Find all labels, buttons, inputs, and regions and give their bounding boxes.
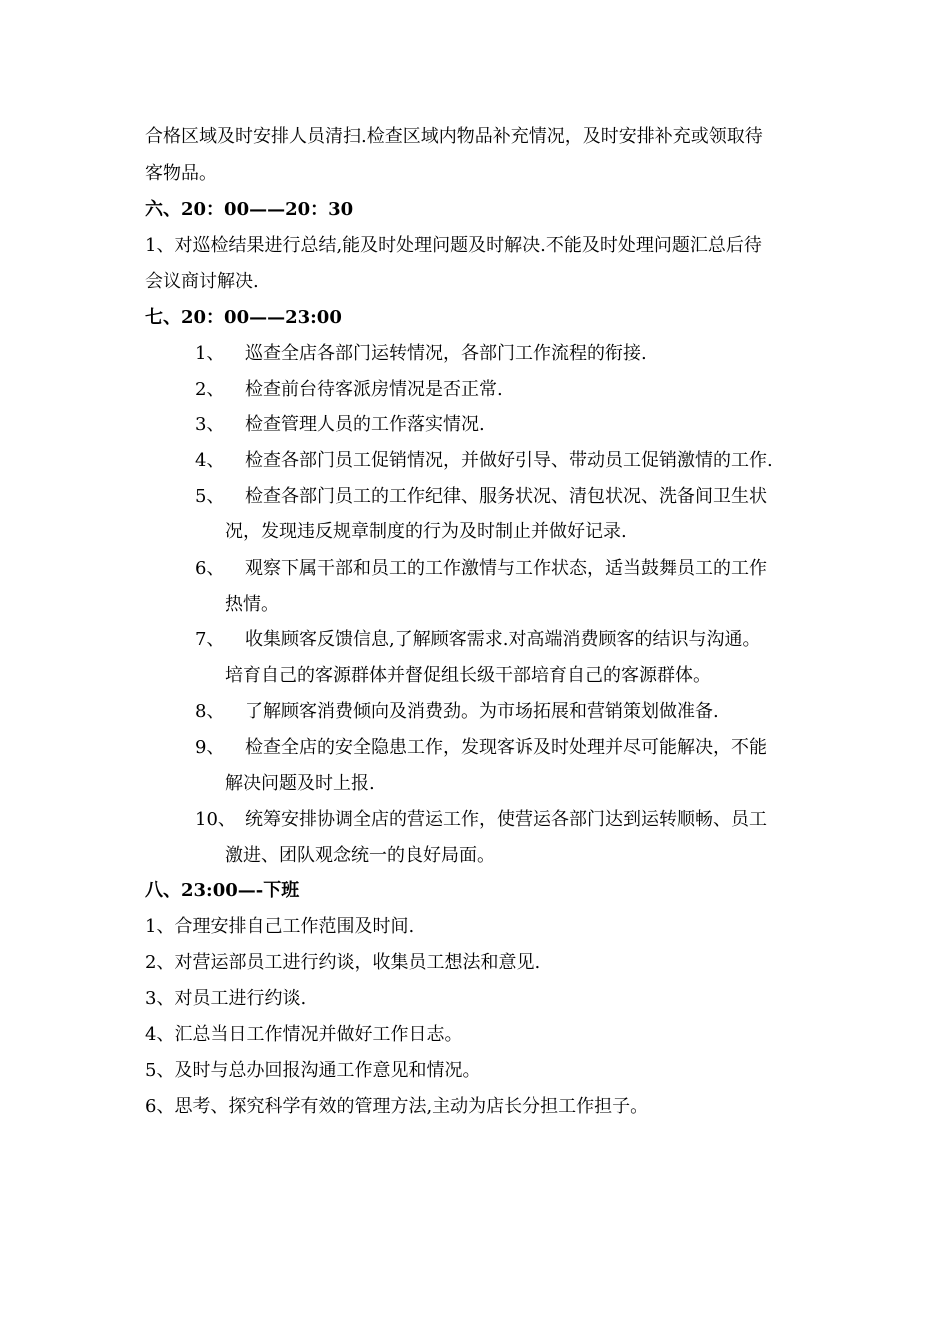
section-7-item-number: 10、 bbox=[195, 809, 236, 830]
section-7-item-continuation: 热情。 bbox=[225, 594, 279, 615]
section-7-item-text: 观察下属干部和员工的工作激情与工作状态，适当鼓舞员工的工作 bbox=[245, 558, 767, 579]
section-8-item: 1、合理安排自己工作范围及时间. bbox=[145, 916, 415, 937]
intro-line-2: 客物品。 bbox=[145, 163, 217, 184]
section-7-item-number: 9、 bbox=[195, 737, 225, 758]
section-7-item-number: 7、 bbox=[195, 629, 225, 650]
section-7-item-continuation: 解决问题及时上报. bbox=[225, 773, 375, 794]
section-6-heading: 六、20：00——20：30 bbox=[145, 199, 354, 220]
section-8-item: 5、及时与总办回报沟通工作意见和情况。 bbox=[145, 1060, 481, 1081]
section-7-heading: 七、20：00——23:00 bbox=[145, 307, 342, 328]
section-7-item-text: 检查前台待客派房情况是否正常. bbox=[245, 379, 503, 400]
section-7-item-number: 5、 bbox=[195, 486, 225, 507]
section-7-item-number: 2、 bbox=[195, 379, 225, 400]
section-7-item-continuation: 激进、团队观念统一的良好局面。 bbox=[225, 845, 495, 866]
section-7-item-continuation: 培育自己的客源群体并督促组长级干部培育自己的客源群体。 bbox=[225, 665, 711, 686]
section-8-item: 3、对员工进行约谈. bbox=[145, 988, 307, 1009]
section-7-item-number: 3、 bbox=[195, 414, 225, 435]
section-7-item-number: 8、 bbox=[195, 701, 225, 722]
section-7-item-text: 检查各部门员工促销情况，并做好引导、带动员工促销激情的工作. bbox=[245, 450, 773, 471]
section-7-item-number: 4、 bbox=[195, 450, 225, 471]
section-7-item-text: 统筹安排协调全店的营运工作，使营运各部门达到运转顺畅、员工 bbox=[245, 809, 767, 830]
section-8-item: 2、对营运部员工进行约谈，收集员工想法和意见. bbox=[145, 952, 541, 973]
section-7-item-number: 6、 bbox=[195, 558, 225, 579]
section-6-paragraph-line-2: 会议商讨解决. bbox=[145, 271, 259, 292]
section-7-item-text: 收集顾客反馈信息,了解顾客需求.对高端消费顾客的结识与沟通。 bbox=[245, 629, 761, 650]
section-7-item-continuation: 况，发现违反规章制度的行为及时制止并做好记录. bbox=[225, 521, 627, 542]
section-8-item: 6、思考、探究科学有效的管理方法,主动为店长分担工作担子。 bbox=[145, 1096, 649, 1117]
section-7-item-text: 巡查全店各部门运转情况，各部门工作流程的衔接. bbox=[245, 343, 647, 364]
section-7-item-number: 1、 bbox=[195, 343, 225, 364]
section-7-item-text: 检查管理人员的工作落实情况. bbox=[245, 414, 485, 435]
section-8-item: 4、汇总当日工作情况并做好工作日志。 bbox=[145, 1024, 463, 1045]
section-8-heading: 八、23:00—-下班 bbox=[145, 880, 300, 901]
section-6-paragraph-line-1: 1、对巡检结果进行总结,能及时处理问题及时解决.不能及时处理问题汇总后待 bbox=[145, 235, 762, 256]
section-7-item-text: 了解顾客消费倾向及消费劲。为市场拓展和营销策划做准备. bbox=[245, 701, 719, 722]
intro-line-1: 合格区域及时安排人员清扫.检查区域内物品补充情况，及时安排补充或领取待 bbox=[145, 126, 763, 147]
section-7-item-text: 检查全店的安全隐患工作，发现客诉及时处理并尽可能解决，不能 bbox=[245, 737, 767, 758]
section-7-item-text: 检查各部门员工的工作纪律、服务状况、清包状况、洗备间卫生状 bbox=[245, 486, 767, 507]
